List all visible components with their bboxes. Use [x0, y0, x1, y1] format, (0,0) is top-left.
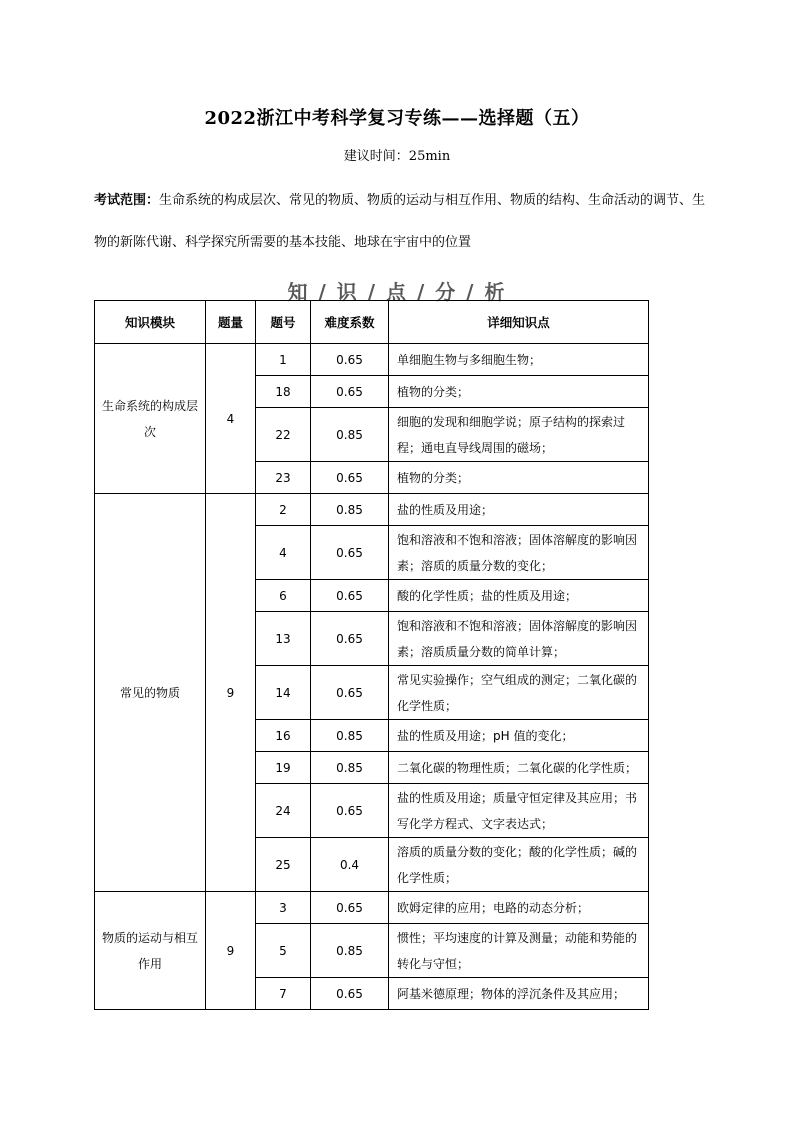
number-cell: 6 [256, 580, 311, 612]
difficulty-cell: 0.85 [311, 408, 389, 462]
detail-cell: 二氧化碳的物理性质；二氧化碳的化学性质； [389, 752, 649, 784]
suggested-time: 建议时间：25min [343, 149, 451, 164]
exam-scope-label: 考试范围： [94, 193, 160, 208]
header-number: 题号 [256, 301, 311, 344]
header-count: 题量 [206, 301, 256, 344]
detail-cell: 植物的分类； [389, 376, 649, 408]
detail-cell: 细胞的发现和细胞学说；原子结构的探索过程；通电直导线周围的磁场； [389, 408, 649, 462]
detail-cell: 盐的性质及用途；pH 值的变化； [389, 720, 649, 752]
difficulty-cell: 0.65 [311, 892, 389, 924]
number-cell: 16 [256, 720, 311, 752]
number-cell: 14 [256, 666, 311, 720]
page-title: 2022浙江中考科学复习专练——选择题（五） [204, 108, 590, 129]
number-cell: 19 [256, 752, 311, 784]
number-cell: 5 [256, 924, 311, 978]
detail-cell: 饱和溶液和不饱和溶液；固体溶解度的影响因素；溶质的质量分数的变化； [389, 526, 649, 580]
difficulty-cell: 0.65 [311, 344, 389, 376]
header-difficulty: 难度系数 [311, 301, 389, 344]
table-row [95, 494, 649, 526]
number-cell: 7 [256, 978, 311, 1010]
detail-cell: 溶质的质量分数的变化；酸的化学性质；碱的化学性质； [389, 838, 649, 892]
number-cell: 22 [256, 408, 311, 462]
number-cell: 23 [256, 462, 311, 494]
detail-cell: 阿基米德原理；物体的浮沉条件及其应用； [389, 978, 649, 1010]
count-cell: 9 [206, 892, 256, 1010]
difficulty-cell: 0.65 [311, 784, 389, 838]
table-row [95, 344, 649, 376]
difficulty-cell: 0.65 [311, 580, 389, 612]
difficulty-cell: 0.65 [311, 462, 389, 494]
number-cell: 4 [256, 526, 311, 580]
difficulty-cell: 0.65 [311, 526, 389, 580]
module-cell: 生命系统的构成层次 [95, 344, 206, 494]
exam-scope [94, 180, 714, 264]
table-row [95, 892, 649, 924]
module-cell: 物质的运动与相互作用 [95, 892, 206, 1010]
number-cell: 3 [256, 892, 311, 924]
exam-scope-text: 生命系统的构成层次、常见的物质、物质的运动与相互作用、物质的结构、生命活动的调节、生物的新陈代谢、科学探究所需要的基本技能、地球在宇宙中的位置 [94, 193, 706, 250]
difficulty-cell: 0.65 [311, 666, 389, 720]
detail-cell: 植物的分类； [389, 462, 649, 494]
detail-cell: 惯性；平均速度的计算及测量；动能和势能的转化与守恒； [389, 924, 649, 978]
table-header-row [95, 301, 649, 344]
knowledge-table [94, 300, 649, 1010]
number-cell: 18 [256, 376, 311, 408]
difficulty-cell: 0.65 [311, 376, 389, 408]
header-detail: 详细知识点 [389, 301, 649, 344]
detail-cell: 单细胞生物与多细胞生物； [389, 344, 649, 376]
difficulty-cell: 0.85 [311, 924, 389, 978]
number-cell: 25 [256, 838, 311, 892]
count-cell: 4 [206, 344, 256, 494]
detail-cell: 饱和溶液和不饱和溶液；固体溶解度的影响因素；溶质质量分数的简单计算； [389, 612, 649, 666]
header-module: 知识模块 [95, 301, 206, 344]
detail-cell: 盐的性质及用途；质量守恒定律及其应用；书写化学方程式、文字表达式； [389, 784, 649, 838]
detail-cell: 欧姆定律的应用；电路的动态分析； [389, 892, 649, 924]
number-cell: 13 [256, 612, 311, 666]
difficulty-cell: 0.4 [311, 838, 389, 892]
difficulty-cell: 0.65 [311, 978, 389, 1010]
detail-cell: 常见实验操作；空气组成的测定；二氧化碳的化学性质； [389, 666, 649, 720]
number-cell: 24 [256, 784, 311, 838]
module-cell: 常见的物质 [95, 494, 206, 892]
difficulty-cell: 0.65 [311, 612, 389, 666]
section-title: 知 / 识 / 点 / 分 / 析 [287, 280, 507, 304]
count-cell: 9 [206, 494, 256, 892]
detail-cell: 酸的化学性质；盐的性质及用途； [389, 580, 649, 612]
difficulty-cell: 0.85 [311, 494, 389, 526]
number-cell: 1 [256, 344, 311, 376]
difficulty-cell: 0.85 [311, 752, 389, 784]
difficulty-cell: 0.85 [311, 720, 389, 752]
detail-cell: 盐的性质及用途； [389, 494, 649, 526]
number-cell: 2 [256, 494, 311, 526]
